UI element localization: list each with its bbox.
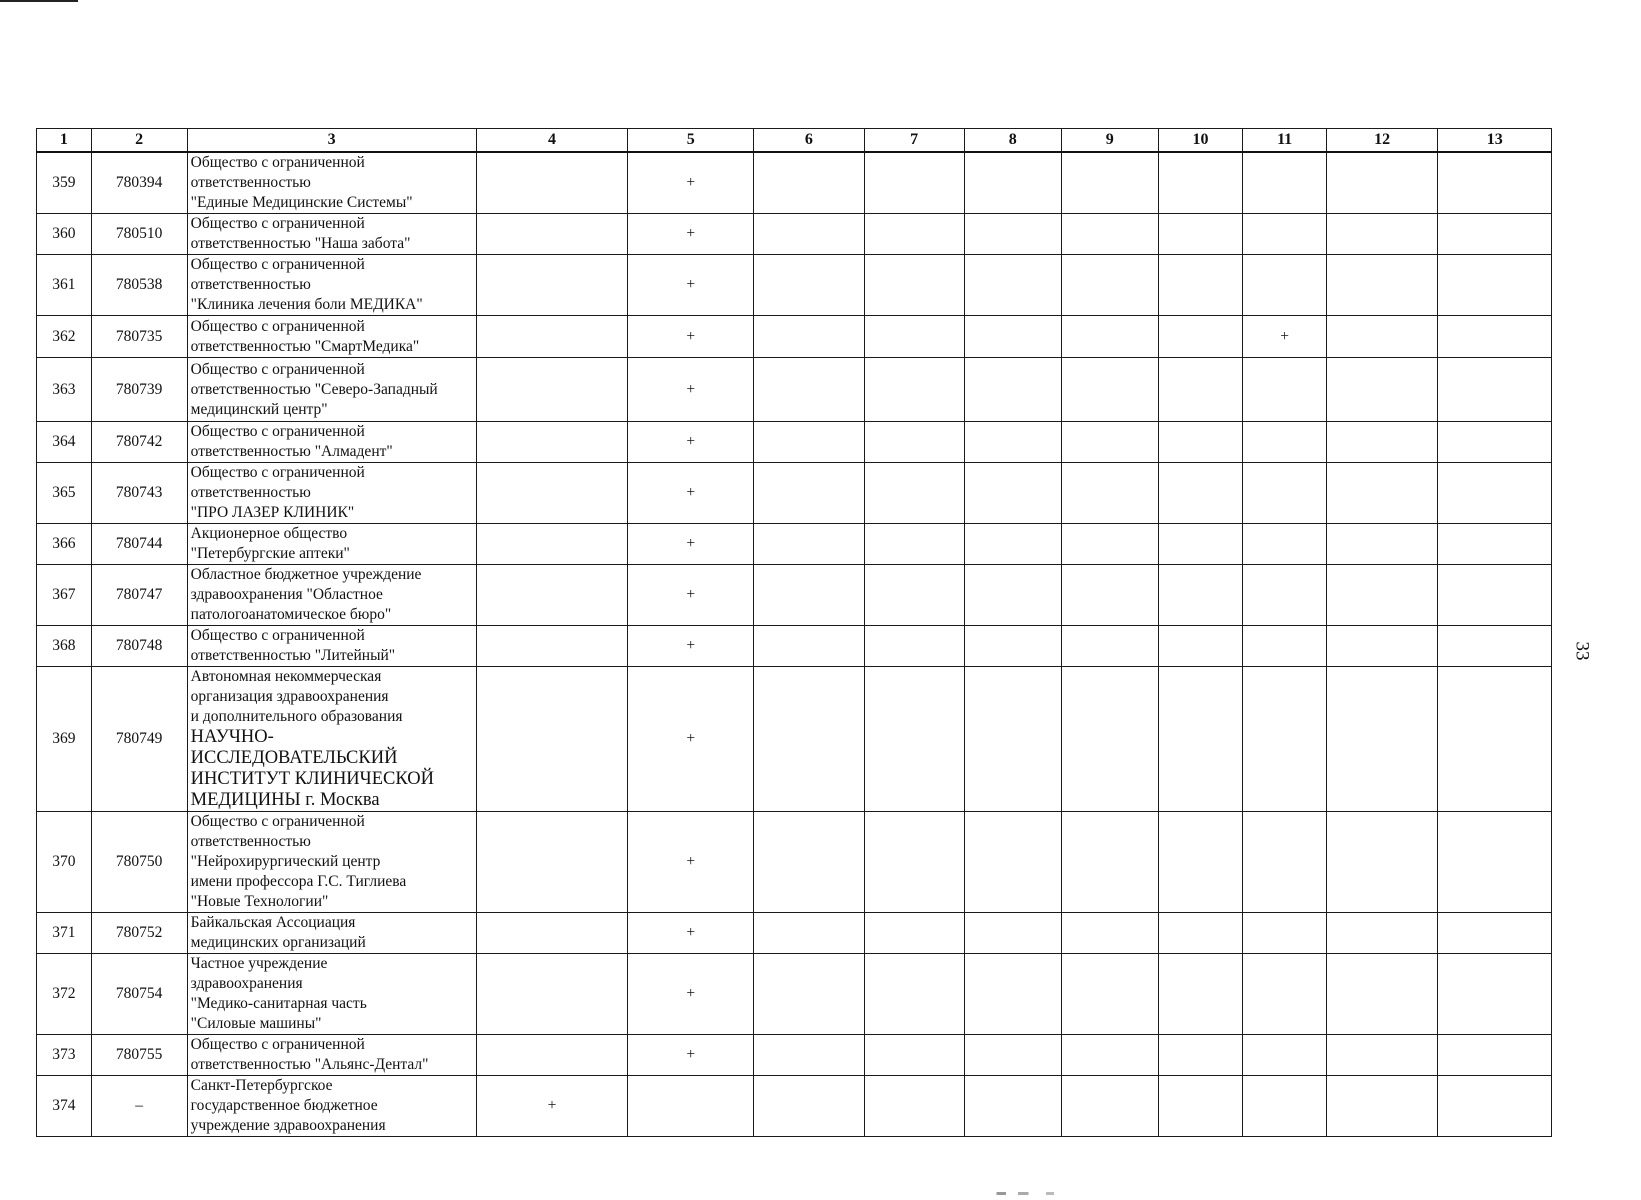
organization-name-line: Общество с ограниченной [190,215,365,232]
row-number: 368 [37,626,92,667]
mark-cell-col-11 [1243,1076,1327,1137]
mark-cell-col-10 [1158,214,1243,255]
organization-name-line: "Медико-санитарная часть [190,995,367,1012]
organization-name [187,422,476,463]
mark-cell-col-5: + [628,667,754,812]
mark-cell-col-13 [1438,463,1552,524]
mark-cell-col-12 [1326,152,1437,214]
column-header-7: 7 [864,129,964,153]
column-header-1: 1 [37,129,92,153]
mark-cell-col-11 [1243,812,1327,913]
mark-cell-col-10 [1158,565,1243,626]
mark-cell-col-4 [476,255,628,316]
organization-name-line: медицинских организаций [190,934,366,951]
mark-cell-col-4 [476,463,628,524]
mark-cell-col-4: + [476,1076,628,1137]
mark-cell-col-5: + [628,626,754,667]
table-row [37,954,1552,1035]
mark-cell-col-9 [1061,1035,1158,1076]
registry-code: 780754 [91,954,187,1035]
mark-cell-col-10 [1158,913,1243,954]
row-number: 363 [37,358,92,422]
mark-cell-col-12 [1326,667,1437,812]
organization-name-line: имени профессора Г.С. Тиглиева [190,873,407,890]
mark-cell-col-8 [964,524,1061,565]
organization-name-line: Общество с ограниченной [190,317,365,335]
organization-name-line: Частное учреждение [190,955,328,972]
mark-cell-col-6 [754,422,864,463]
registry-code: – [91,1076,187,1137]
organization-name-line: Санкт-Петербургское [190,1077,333,1094]
mark-cell-col-7 [864,422,964,463]
mark-cell-col-9 [1061,565,1158,626]
table-row [37,422,1552,463]
table-row [37,626,1552,667]
mark-cell-col-4 [476,1035,628,1076]
organization-name-line: "Нейрохирургический центр [190,853,381,870]
mark-cell-col-4 [476,812,628,913]
mark-cell-col-13 [1438,358,1552,422]
organization-name-line: ответственностью "СмартМедика" [190,337,420,355]
organization-name-line: МЕДИЦИНЫ г. Москва [190,790,380,810]
mark-cell-col-8 [964,255,1061,316]
organization-name-line: Общество с ограниченной [190,423,365,440]
organization-name-line: медицинский центр" [190,400,328,418]
mark-cell-col-4 [476,626,628,667]
mark-cell-col-8 [964,1035,1061,1076]
mark-cell-col-10 [1158,316,1243,358]
mark-cell-col-10 [1158,358,1243,422]
organization-name-line: Общество с ограниченной [190,813,365,830]
mark-cell-col-6 [754,463,864,524]
organization-name-line: Автономная некоммерческая [190,668,382,685]
organization-name [187,214,476,255]
mark-cell-col-4 [476,565,628,626]
mark-cell-col-13 [1438,626,1552,667]
mark-cell-col-7 [864,358,964,422]
mark-cell-col-4 [476,954,628,1035]
organization-name-line: ответственностью "Алмадент" [190,443,393,460]
mark-cell-col-5: + [628,913,754,954]
organization-name-line: ответственностью [190,174,311,191]
mark-cell-col-9 [1061,316,1158,358]
organization-name-line: ответственностью "Литейный" [190,647,396,664]
mark-cell-col-6 [754,214,864,255]
organization-name-line: здравоохранения [190,975,303,992]
mark-cell-col-13 [1438,316,1552,358]
organization-name-line: патологоанатомическое бюро" [190,606,392,623]
mark-cell-col-10 [1158,1076,1243,1137]
mark-cell-col-12 [1326,358,1437,422]
mark-cell-col-11 [1243,255,1327,316]
organization-name-line: государственное бюджетное [190,1097,378,1114]
mark-cell-col-13 [1438,1035,1552,1076]
organization-name-line: Акционерное общество [190,525,348,542]
organization-name-line: Общество с ограниченной [190,1036,365,1053]
mark-cell-col-7 [864,524,964,565]
mark-cell-col-6 [754,1076,864,1137]
mark-cell-col-12 [1326,316,1437,358]
mark-cell-col-13 [1438,565,1552,626]
row-number: 371 [37,913,92,954]
table-row [37,214,1552,255]
table-row [37,913,1552,954]
mark-cell-col-5: + [628,565,754,626]
mark-cell-col-9 [1061,214,1158,255]
table-row [37,565,1552,626]
mark-cell-col-7 [864,626,964,667]
row-number: 366 [37,524,92,565]
organization-name-line: "Единые Медицинские Системы" [190,194,413,211]
organization-name-line: "ПРО ЛАЗЕР КЛИНИК" [190,504,355,521]
mark-cell-col-4 [476,667,628,812]
mark-cell-col-11 [1243,1035,1327,1076]
mark-cell-col-6 [754,812,864,913]
row-number: 370 [37,812,92,913]
mark-cell-col-7 [864,214,964,255]
organization-name [187,913,476,954]
mark-cell-col-12 [1326,255,1437,316]
organization-name-line: "Новые Технологии" [190,893,329,910]
organization-name-line: Общество с ограниченной [190,154,365,171]
table-row [37,1035,1552,1076]
registry-code: 780749 [91,667,187,812]
mark-cell-col-10 [1158,954,1243,1035]
mark-cell-col-8 [964,316,1061,358]
mark-cell-col-5: + [628,316,754,358]
column-header-2: 2 [91,129,187,153]
row-number: 361 [37,255,92,316]
mark-cell-col-8 [964,214,1061,255]
mark-cell-col-7 [864,316,964,358]
mark-cell-col-4 [476,913,628,954]
mark-cell-col-5: + [628,152,754,214]
organization-name [187,463,476,524]
organization-name-line: организация здравоохранения [190,688,389,705]
mark-cell-col-13 [1438,913,1552,954]
mark-cell-col-13 [1438,214,1552,255]
organization-name [187,1035,476,1076]
mark-cell-col-5 [628,1076,754,1137]
organization-name-line: ответственностью [190,484,311,501]
column-header-11: 11 [1243,129,1327,153]
mark-cell-col-12 [1326,463,1437,524]
mark-cell-col-5: + [628,214,754,255]
mark-cell-col-8 [964,422,1061,463]
mark-cell-col-10 [1158,255,1243,316]
mark-cell-col-11 [1243,565,1327,626]
mark-cell-col-9 [1061,463,1158,524]
mark-cell-col-4 [476,316,628,358]
mark-cell-col-11 [1243,954,1327,1035]
organization-name [187,152,476,214]
mark-cell-col-4 [476,152,628,214]
top-left-rule [0,0,78,2]
mark-cell-col-11 [1243,626,1327,667]
mark-cell-col-11 [1243,422,1327,463]
mark-cell-col-6 [754,626,864,667]
mark-cell-col-5: + [628,422,754,463]
mark-cell-col-12 [1326,626,1437,667]
column-header-9: 9 [1061,129,1158,153]
organization-name-line: НАУЧНО-ИССЛЕДОВАТЕЛЬСКИЙ [190,727,398,768]
mark-cell-col-10 [1158,422,1243,463]
registry-code: 780739 [91,358,187,422]
organization-name-line: Областное бюджетное учреждение [190,566,422,583]
mark-cell-col-10 [1158,463,1243,524]
mark-cell-col-8 [964,954,1061,1035]
mark-cell-col-9 [1061,626,1158,667]
mark-cell-col-8 [964,913,1061,954]
mark-cell-col-9 [1061,954,1158,1035]
mark-cell-col-7 [864,463,964,524]
registry-code: 780538 [91,255,187,316]
mark-cell-col-11 [1243,524,1327,565]
mark-cell-col-13 [1438,524,1552,565]
row-number: 364 [37,422,92,463]
mark-cell-col-12 [1326,954,1437,1035]
mark-cell-col-6 [754,524,864,565]
mark-cell-col-5: + [628,954,754,1035]
mark-cell-col-8 [964,1076,1061,1137]
organization-name-line: учреждение здравоохранения [190,1117,386,1134]
mark-cell-col-6 [754,316,864,358]
mark-cell-col-13 [1438,954,1552,1035]
organization-name [187,565,476,626]
mark-cell-col-12 [1326,214,1437,255]
table-row [37,667,1552,812]
mark-cell-col-10 [1158,152,1243,214]
organization-name-line: ИНСТИТУТ КЛИНИЧЕСКОЙ [190,769,434,789]
registry-code: 780747 [91,565,187,626]
registry-code: 780743 [91,463,187,524]
organization-name [187,358,476,422]
table-row [37,358,1552,422]
mark-cell-col-11 [1243,152,1327,214]
row-number: 373 [37,1035,92,1076]
mark-cell-col-8 [964,812,1061,913]
mark-cell-col-12 [1326,812,1437,913]
mark-cell-col-9 [1061,1076,1158,1137]
mark-cell-col-5: + [628,358,754,422]
organization-name-line: ответственностью "Наша забота" [190,235,411,252]
table-row [37,316,1552,358]
mark-cell-col-13 [1438,667,1552,812]
registry-code: 780748 [91,626,187,667]
mark-cell-col-11 [1243,463,1327,524]
organization-name [187,255,476,316]
row-number: 367 [37,565,92,626]
mark-cell-col-8 [964,358,1061,422]
organization-name-line: Общество с ограниченной [190,464,365,481]
table-row [37,812,1552,913]
mark-cell-col-10 [1158,1035,1243,1076]
organization-name [187,626,476,667]
organization-name [187,1076,476,1137]
row-number: 365 [37,463,92,524]
mark-cell-col-11 [1243,913,1327,954]
mark-cell-col-7 [864,667,964,812]
mark-cell-col-7 [864,1076,964,1137]
row-number: 374 [37,1076,92,1137]
mark-cell-col-12 [1326,1076,1437,1137]
mark-cell-col-10 [1158,524,1243,565]
mark-cell-col-7 [864,152,964,214]
mark-cell-col-9 [1061,422,1158,463]
mark-cell-col-11 [1243,214,1327,255]
column-header-13: 13 [1438,129,1552,153]
mark-cell-col-13 [1438,422,1552,463]
organization-name-line: и дополнительного образования [190,708,403,725]
mark-cell-col-7 [864,812,964,913]
registry-code: 780742 [91,422,187,463]
organization-name-line: ответственностью "Альянс-Дентал" [190,1056,429,1073]
organization-name-line: Общество с ограниченной [190,360,365,378]
mark-cell-col-11 [1243,667,1327,812]
mark-cell-col-11 [1243,358,1327,422]
mark-cell-col-5: + [628,1035,754,1076]
organization-name [187,812,476,913]
registry-code: 780510 [91,214,187,255]
row-number: 359 [37,152,92,214]
mark-cell-col-12 [1326,524,1437,565]
mark-cell-col-13 [1438,152,1552,214]
registry-code: 780744 [91,524,187,565]
organization-name [187,316,476,358]
mark-cell-col-7 [864,954,964,1035]
mark-cell-col-10 [1158,667,1243,812]
mark-cell-col-8 [964,463,1061,524]
table-row [37,1076,1552,1137]
column-header-5: 5 [628,129,754,153]
mark-cell-col-9 [1061,913,1158,954]
mark-cell-col-7 [864,565,964,626]
row-number: 362 [37,316,92,358]
organization-name-line: ответственностью [190,833,311,850]
registry-code: 780755 [91,1035,187,1076]
column-header-12: 12 [1326,129,1437,153]
registry-table [36,128,1552,1137]
mark-cell-col-6 [754,255,864,316]
mark-cell-col-6 [754,954,864,1035]
mark-cell-col-8 [964,565,1061,626]
row-number: 369 [37,667,92,812]
mark-cell-col-5: + [628,463,754,524]
mark-cell-col-9 [1061,358,1158,422]
mark-cell-col-6 [754,565,864,626]
mark-cell-col-9 [1061,524,1158,565]
mark-cell-col-5: + [628,812,754,913]
page-number: 33 [1571,641,1593,661]
scan-mark [990,1192,1070,1195]
mark-cell-col-7 [864,1035,964,1076]
mark-cell-col-5: + [628,524,754,565]
mark-cell-col-12 [1326,913,1437,954]
mark-cell-col-12 [1326,422,1437,463]
mark-cell-col-9 [1061,812,1158,913]
mark-cell-col-8 [964,667,1061,812]
registry-code: 780394 [91,152,187,214]
registry-code: 780752 [91,913,187,954]
row-number: 360 [37,214,92,255]
mark-cell-col-4 [476,214,628,255]
organization-name [187,667,476,812]
mark-cell-col-8 [964,152,1061,214]
column-header-3: 3 [187,129,476,153]
mark-cell-col-6 [754,913,864,954]
mark-cell-col-13 [1438,1076,1552,1137]
mark-cell-col-11: + [1243,316,1327,358]
mark-cell-col-7 [864,255,964,316]
column-header-10: 10 [1158,129,1243,153]
mark-cell-col-4 [476,422,628,463]
mark-cell-col-6 [754,667,864,812]
mark-cell-col-12 [1326,565,1437,626]
table-row [37,524,1552,565]
mark-cell-col-6 [754,358,864,422]
mark-cell-col-10 [1158,626,1243,667]
organization-name-line: Байкальская Ассоциация [190,914,356,931]
mark-cell-col-9 [1061,152,1158,214]
organization-name-line: "Петербургские аптеки" [190,545,350,562]
organization-name-line: Общество с ограниченной [190,627,365,644]
mark-cell-col-13 [1438,255,1552,316]
organization-name-line: "Силовые машины" [190,1015,322,1032]
mark-cell-col-7 [864,913,964,954]
organization-name-line: Общество с ограниченной [190,256,365,273]
organization-name-line: ответственностью [190,276,311,293]
mark-cell-col-8 [964,626,1061,667]
table-row [37,463,1552,524]
mark-cell-col-9 [1061,255,1158,316]
organization-name-line: здравоохранения "Областное [190,586,383,603]
column-header-8: 8 [964,129,1061,153]
mark-cell-col-9 [1061,667,1158,812]
mark-cell-col-4 [476,524,628,565]
mark-cell-col-6 [754,152,864,214]
mark-cell-col-5: + [628,255,754,316]
organization-name [187,524,476,565]
table-row [37,152,1552,214]
column-header-4: 4 [476,129,628,153]
header-row [37,129,1552,153]
mark-cell-col-10 [1158,812,1243,913]
organization-name-line: ответственностью "Северо-Западный [190,380,438,398]
registry-code: 780750 [91,812,187,913]
mark-cell-col-4 [476,358,628,422]
column-header-6: 6 [754,129,864,153]
registry-code: 780735 [91,316,187,358]
table-row [37,255,1552,316]
mark-cell-col-13 [1438,812,1552,913]
row-number: 372 [37,954,92,1035]
organization-name [187,954,476,1035]
mark-cell-col-12 [1326,1035,1437,1076]
mark-cell-col-6 [754,1035,864,1076]
organization-name-line: "Клиника лечения боли МЕДИКА" [190,296,423,313]
